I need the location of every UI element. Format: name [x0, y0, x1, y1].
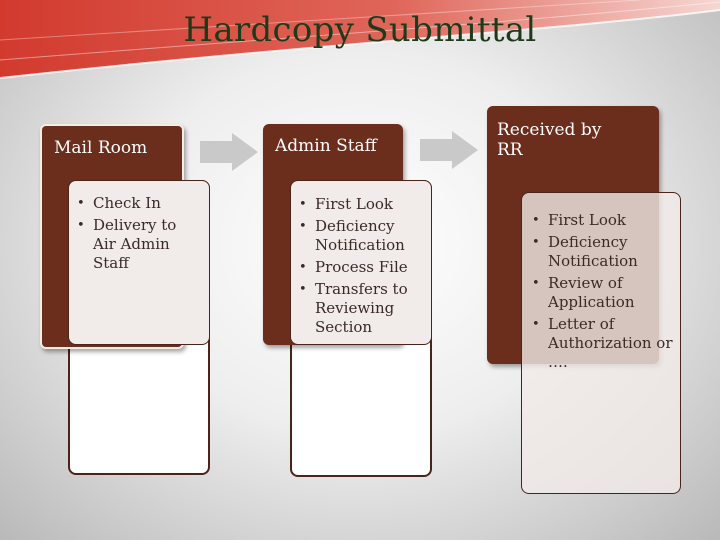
stage-1-label: Mail Room	[54, 138, 148, 158]
stage-3-label: Received by RR	[497, 120, 602, 160]
stage-2-card	[290, 180, 432, 345]
stage-3-item: • Deficiency Notification	[530, 233, 674, 271]
flow-arrow-1	[200, 133, 258, 171]
stage-1-item: • Check In	[75, 194, 203, 213]
stage-2-item: • Deficiency Notification	[297, 217, 425, 255]
stage-2-label: Admin Staff	[275, 136, 377, 156]
stage-2-item: • Transfers to Reviewing Section	[297, 280, 425, 337]
stage-1-item: • Delivery to Air Admin Staff	[75, 216, 203, 273]
stage-3-item: • Review of Application	[530, 274, 674, 312]
slide-title: Hardcopy Submittal	[183, 10, 537, 50]
stage-1-card	[68, 180, 210, 345]
stage-2-item: • First Look	[297, 195, 425, 214]
stage-2-item: • Process File	[297, 258, 425, 277]
flow-arrow-2	[420, 131, 478, 169]
stage-3-card	[521, 192, 681, 494]
stage-3-item: • First Look	[530, 211, 674, 230]
stage-3-item: • Letter of Authorization or ….	[530, 315, 674, 372]
